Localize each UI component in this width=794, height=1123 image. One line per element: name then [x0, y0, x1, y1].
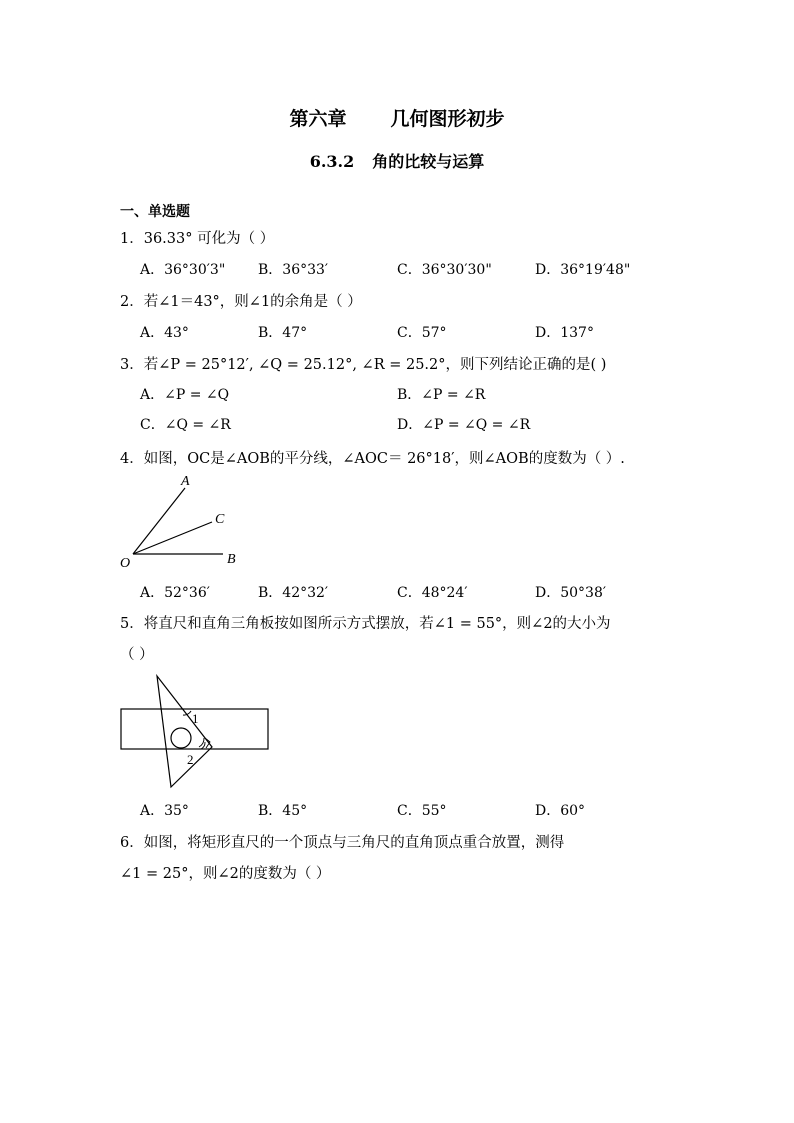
question-4-stem: 4．如图，OC是∠AOB的平分线，∠AOC＝ 26°18′，则∠AOB的度数为（ ）.	[120, 451, 625, 467]
question-5-option-b[interactable]: B．45°	[258, 803, 308, 819]
angle-2-arcs	[199, 738, 205, 749]
question-5-option-c[interactable]: C．55°	[397, 803, 447, 819]
chapter-name: 几何图形初步	[390, 108, 505, 130]
question-4-option-d[interactable]: D．50°38′	[535, 585, 607, 601]
question-5-stem: 5．将直尺和直角三角板按如图所示方式摆放，若∠1 = 55°，则∠2的大小为	[120, 616, 611, 632]
question-2-option-b[interactable]: B．47°	[258, 325, 308, 341]
question-1-option-c[interactable]: C．36°30′30"	[397, 262, 492, 278]
question-2-option-c[interactable]: C．57°	[397, 325, 447, 341]
section-name: 角的比较与运算	[372, 152, 485, 171]
question-1-option-a[interactable]: A．36°30′3"	[140, 262, 226, 278]
section-number: 6.3.2	[309, 152, 355, 171]
part-heading: 一、单选题	[120, 204, 190, 220]
question-3-option-b[interactable]: B．∠P = ∠R	[397, 387, 486, 403]
question-6-stem-cont: ∠1 = 25°，则∠2的度数为（ ）	[120, 866, 331, 882]
question-1-option-d[interactable]: D．36°19′48"	[535, 262, 631, 278]
question-5-option-a[interactable]: A．35°	[140, 803, 189, 819]
label-angle-2: 2	[187, 752, 194, 767]
question-4-option-b[interactable]: B．42°32′	[258, 585, 329, 601]
question-1-stem: 1．36.33° 可化为（ ）	[120, 231, 275, 247]
question-3-option-d[interactable]: D．∠P = ∠Q = ∠R	[397, 417, 531, 433]
question-1-option-b[interactable]: B．36°33′	[258, 262, 329, 278]
set-square-hole	[171, 728, 191, 748]
question-6-stem: 6．如图，将矩形直尺的一个顶点与三角尺的直角顶点重合放置，测得	[120, 835, 565, 851]
section-title	[0, 149, 794, 172]
label-angle-1: 1	[192, 711, 199, 726]
label-o: O	[120, 556, 131, 571]
question-5-ruler-triangle-figure	[115, 672, 275, 797]
chapter-title	[0, 104, 794, 131]
question-2-option-a[interactable]: A．43°	[140, 325, 189, 341]
question-2-stem: 2．若∠1＝43°，则∠1的余角是（ ）	[120, 294, 362, 310]
question-2-option-d[interactable]: D．137°	[535, 325, 594, 341]
question-3-option-a[interactable]: A．∠P = ∠Q	[140, 387, 230, 403]
label-c: C	[215, 512, 225, 527]
question-4-option-a[interactable]: A．52°36′	[140, 585, 210, 601]
label-a: A	[181, 474, 190, 489]
set-square-triangle	[157, 676, 212, 787]
question-5-stem-cont: （ ）	[120, 647, 154, 663]
question-4-angle-figure	[115, 470, 250, 575]
question-4-option-c[interactable]: C．48°24′	[397, 585, 468, 601]
question-5-option-d[interactable]: D．60°	[535, 803, 586, 819]
label-b: B	[227, 552, 236, 567]
question-3-stem: 3．若∠P = 25°12′, ∠Q = 25.12°, ∠R = 25.2°，则下列结论正确的是( )	[120, 357, 607, 373]
question-3-option-c[interactable]: C．∠Q = ∠R	[140, 417, 231, 433]
chapter-number: 第六章	[289, 108, 347, 130]
